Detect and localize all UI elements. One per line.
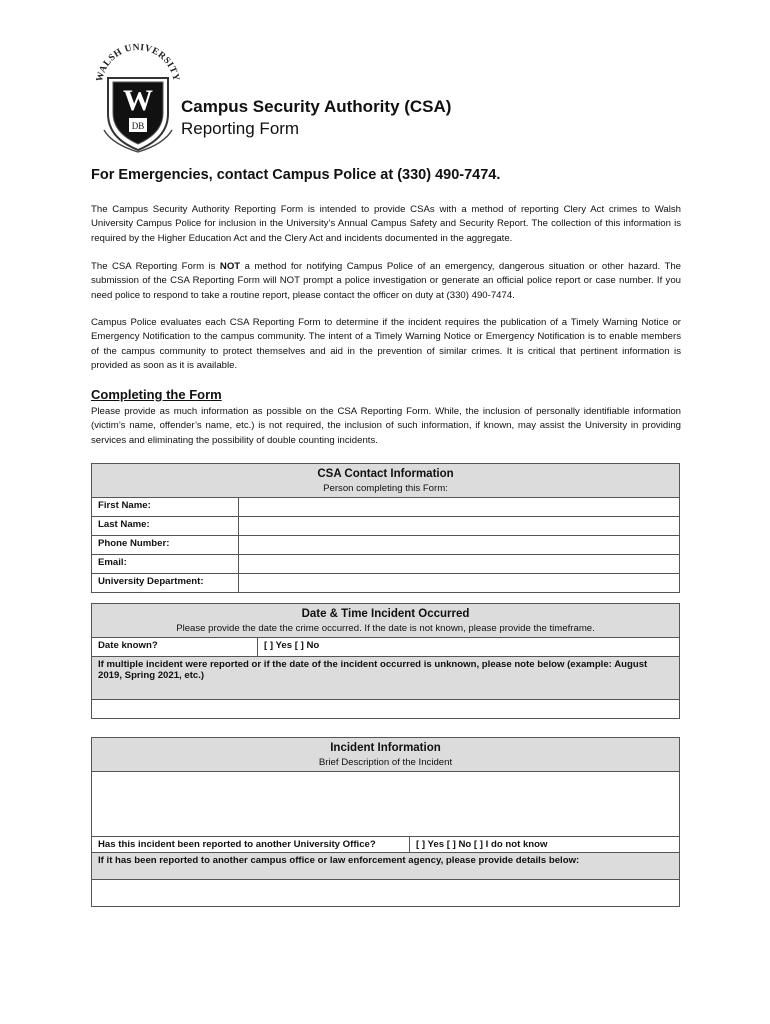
table-row [92, 772, 680, 837]
table-row [92, 657, 680, 700]
phone-number-label: Phone Number: [92, 536, 239, 555]
emergency-contact-notice: For Emergencies, contact Campus Police at (330) 490-7474. [91, 167, 501, 183]
csa-contact-header: CSA Contact Information Person completing this Form: [92, 464, 680, 498]
date-known-label: Date known? [92, 638, 258, 657]
university-department-label: University Department: [92, 574, 239, 593]
table-row [92, 700, 680, 719]
table-row [92, 517, 680, 536]
table-row [92, 536, 680, 555]
page-title: Campus Security Authority (CSA) [181, 97, 452, 116]
svg-text:W: W [123, 84, 153, 117]
date-known-checkboxes[interactable]: [ ] Yes [ ] No [258, 638, 680, 657]
page-subtitle: Reporting Form [181, 119, 300, 138]
last-name-label: Last Name: [92, 517, 239, 536]
date-time-header: Date & Time Incident Occurred Please provide the date the crime occurred. If the date is not known, please provide the timeframe. [92, 604, 680, 638]
reported-elsewhere-checkboxes[interactable]: [ ] Yes [ ] No [ ] I do not know [410, 837, 680, 853]
completing-form-text: Please provide as much information as possible on the CSA Reporting Form. While, the inclusion of personally identifiable information (victim’s name, offender’s name, etc.) is not required, the inclusion of such information, if known, may assist the University in providing services and eliminating the possibility of double counting incidents. [91, 406, 681, 446]
multiple-incident-note: If multiple incident were reported or if the date of the incident occurred is unknown, please note below (example: August 2019, Spring 2021, etc.) [92, 657, 680, 700]
table-row [92, 555, 680, 574]
walsh-university-seal-logo [92, 34, 184, 154]
intro-paragraph-1: The Campus Security Authority Reporting Form is intended to provide CSAs with a method of reporting Clery Act crimes to Walsh University Campus Police for inclusion in the University’s Annual Campus Safety and Security Report. The collection of this information is required by the Higher Education Act and the Clery Act and incidents documented in the aggregate. [91, 204, 681, 244]
other-agency-details-field[interactable] [92, 880, 680, 907]
incident-information-header: Incident Information Brief Description of the Incident [92, 738, 680, 772]
university-department-field[interactable] [239, 574, 680, 593]
incident-description-field[interactable] [92, 772, 680, 837]
first-name-label: First Name: [92, 498, 239, 517]
other-agency-note: If it has been reported to another campus office or law enforcement agency, please provide details below: [92, 853, 680, 880]
last-name-field[interactable] [239, 517, 680, 536]
table-row [92, 574, 680, 593]
table-row [92, 853, 680, 880]
csa-contact-table [91, 463, 680, 593]
date-time-table [91, 603, 680, 719]
intro-paragraph-2: The CSA Reporting Form is NOT a method for notifying Campus Police of an emergency, dangerous situation or other hazard. The submission of the CSA Reporting Form will NOT prompt a police investigation or generate an official police report or case number. If you need police to respond to take a routine report, please contact the officer on duty at (330) 490-7474. [91, 261, 681, 301]
table-row [92, 880, 680, 907]
table-row [92, 638, 680, 657]
svg-text:DB: DB [131, 121, 145, 131]
phone-number-field[interactable] [239, 536, 680, 555]
title-block [181, 96, 451, 140]
incident-information-table [91, 737, 680, 907]
table-row [92, 498, 680, 517]
email-field[interactable] [239, 555, 680, 574]
completing-form-heading: Completing the Form [91, 387, 222, 402]
email-label: Email: [92, 555, 239, 574]
reported-elsewhere-label: Has this incident been reported to another University Office? [92, 837, 410, 853]
timeframe-field[interactable] [92, 700, 680, 719]
first-name-field[interactable] [239, 498, 680, 517]
svg-text:WALSH UNIVERSITY: WALSH UNIVERSITY [95, 42, 181, 83]
intro-paragraph-3: Campus Police evaluates each CSA Reporting Form to determine if the incident requires the publication of a Timely Warning Notice or Emergency Notification to the campus community. The intent of a Timely Warning Notice or Emergency Notification is to enable members of the campus community to protect themselves and aid in the prevention of similar crimes. It is critical that pertinent information is provided as soon as it is available. [91, 317, 681, 372]
table-row [92, 837, 680, 853]
